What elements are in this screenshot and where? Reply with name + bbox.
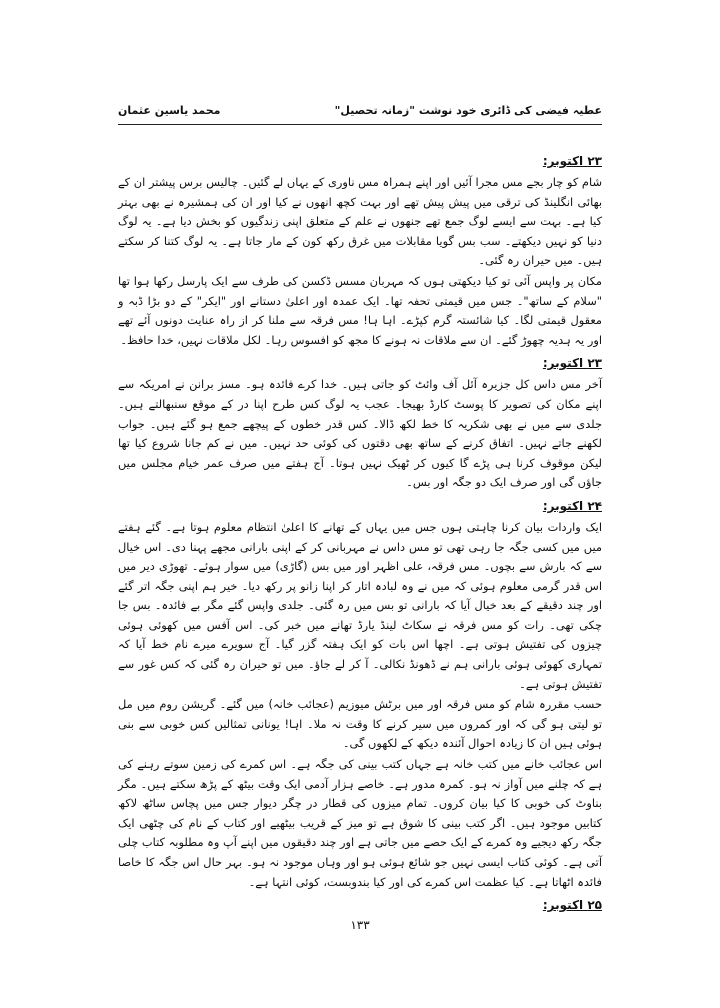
diary-entry — [118, 896, 602, 915]
entry-paragraph: مکان پر واپس آئی تو کیا دیکھتی ہوں کہ مہربان مسس ڈکسن کی طرف سے ایک پارسل رکھا ہوا تھا "سلام کے ساتھ"۔ جس میں قیمتی تحفہ تھا۔ ایک عمدہ اور اعلیٰ دستانے اور "ایکر" کے دو بڑا ڈبہ و معقول قیمتی لگا۔ کیا شائستہ گرم کپڑے۔ اہا ہا! مس فرقہ سے ملنا کر از راہ عنایت دونوں آئے تھے اور یہ ہدیہ چھوڑ گئے۔ ان سے ملاقات نہ ہونے کا مجھ کو افسوس رہا۔ لکل ملاقات نہیں، خدا حافظ۔ — [118, 273, 602, 347]
page-number: ۱۳۳ — [350, 918, 370, 932]
header-divider — [118, 124, 602, 125]
entry-date: ۲۳ اکتوبر: — [542, 154, 602, 168]
entry-paragraph: ایک واردات بیان کرنا چاہتی ہوں جس میں یہاں کے تھانے کا اعلیٰ انتظام معلوم ہوتا ہے۔ گئے ہفتے میں میں کسی جگہ جا رہی تھی تو مس داس نے مہربانی کر کے اپنی بارانی مجھے پہنا دی۔ اس خیال سے کہ بارش سے بچوں۔ مس فرقہ، علی اظہر اور میں بس (گاڑی) میں سوار ہوئے۔ تھوڑی دیر میں اس قدر گرمی معلوم ہوئی کہ میں نے وہ لبادہ اتار کر اپنا زانو پر رکھ دیا۔ خیر ہم اپنی جگہ اتر گئے اور چند دقیقے کے بعد خیال آیا کہ بارانی تو بس میں رہ گئی۔ جلدی واپس گئے مگر بے فائدہ۔ بس جا چکی تھی۔ رات کو مس فرقہ نے سکاٹ لینڈ یارڈ تھانے میں خبر کی۔ اس آفس میں کھوئی ہوئی چیزوں کی تفتیش ہوتی ہے۔ اچھا اس بات کو ایک ہفتہ گزر گیا۔ آج سویرے میرے نام خط آیا کہ تمہاری کھوئی ہوئی بارانی ہم نے ڈھونڈ نکالی۔ آ کر لے جاؤ۔ میں تو حیران رہ گئی کہ کس غور سے تفتیش ہوتی ہے۔ — [118, 519, 602, 691]
author-name: محمد یاسین عثمان — [118, 104, 221, 117]
book-title: عطیہ فیضی کی ڈائری خود نوشت "زمانہ تحصیل" — [334, 104, 602, 117]
entry-date: ۲۴ اکتوبر: — [542, 498, 602, 513]
diary-entry — [118, 152, 602, 350]
entry-date: ۲۵ اکتوبر: — [542, 898, 602, 913]
entry-paragraph: حسب مقررہ شام کو مس فرقہ اور میں برٹش میوزیم (عجائب خانہ) میں گئے۔ گریشن روم میں مل تو لیتی ہو گی کہ اور کمروں میں سیر کرنے کا وقت نہ ملا۔ اہا! یونانی تمثالیں کس خوبی سے بنی ہوئی ہیں ان کا زیادہ احوال آئندہ دیکھ کے لکھوں گی۔ — [118, 697, 602, 751]
entry-paragraph: شام کو چار بجے مس مجرا آئیں اور اپنے ہمراہ مس ناوری کے یہاں لے گئیں۔ چالیس برس پیشتر ان کے بھائی انگلینڈ کی ترقی میں پیش پیش تھے اور بہت کچھ انھوں نے کیا اور ان کی ہمشیرہ نے بھی بہتر کیا ہے۔ بہت سے ایسے لوگ جمع تھے جنھوں نے علم کے متعلق اپنی زندگیوں کو بخش دیا ہے۔ یہ لوگ دنیا کو نہیں دیکھتے۔ سب بس گویا مقابلات میں غرق رکھ کون کے مار جاتا ہے۔ یہ لوگ کتنا کر سکتے ہیں۔ میں حیران رہ گئی۔ — [118, 175, 602, 268]
diary-entry — [118, 354, 602, 493]
diary-entry — [118, 497, 602, 892]
entry-date: ۲۳ اکتوبر: — [542, 356, 602, 371]
running-header — [118, 104, 602, 126]
diary-body — [118, 148, 602, 917]
entry-paragraph: آخر مس داس کل جزیرہ آئل آف وائٹ کو جاتی ہیں۔ خدا کرے فائدہ ہو۔ مسز برانن نے امریکہ سے اپنے مکان کی تصویر کا پوسٹ کارڈ بھیجا۔ عجب یہ لوگ کس طرح اپنا در کے موقع سنبھالتے ہیں۔ جلدی سے میں نے بھی شکریہ کا خط لکھ ڈالا۔ کس قدر خطوں کے پیچھے جمع ہو گئے ہیں۔ جواب لکھنے جاتے نہیں۔ اتفاق کرنے کے ساتھ بھی دقتوں کی کوئی حد نہیں۔ میں نے کم جانا شروع کیا تھا لیکن موقوف کرنا ہی پڑے گا کیوں کر ٹھیک نہیں ہوتا۔ آج ہفتے میں صرف عمر خیام مجلس میں جاؤں گی اور صرف ایک دو جگہ اور بس۔ — [118, 377, 602, 490]
entry-paragraph: اس عجائب خانے میں کتب خانہ ہے جہاں کتب بینی کی جگہ ہے۔ اس کمرے کی زمین سوتے رہنے کی ہے کہ چلنے میں آواز نہ ہو۔ کمرہ مدور ہے۔ خاصے ہزار آدمی ایک وقت بیٹھ کے پڑھ سکتے ہیں۔ مگر بناوٹ کی خوبی کا کیا بیان کروں۔ تمام میزوں کی قطار در چگر دیوار جس میں پچاس ساٹھ لاکھ کتابیں موجود ہیں۔ اگر کتب بینی کا شوق ہے تو میز کے قریب بیٹھیے اور کتاب کے نام کی چٹھی ایک جگہ رکھ دیجیے وہ کمرے کے ایک حصے میں جاتی ہے اور چند دقیقوں میں اپنے آپ وہ مطلوبہ کتاب چلی آتی ہے۔ کوئی کتاب ایسی نہیں جو شائع ہوئی ہو اور وہاں موجود نہ ہو۔ بہر حال اس جگہ کا خاصا فائدہ اٹھاتا ہے۔ کیا عظمت اس کمرے کی اور کیا بندوبست، کوئی انتہا ہے۔ — [118, 757, 602, 889]
